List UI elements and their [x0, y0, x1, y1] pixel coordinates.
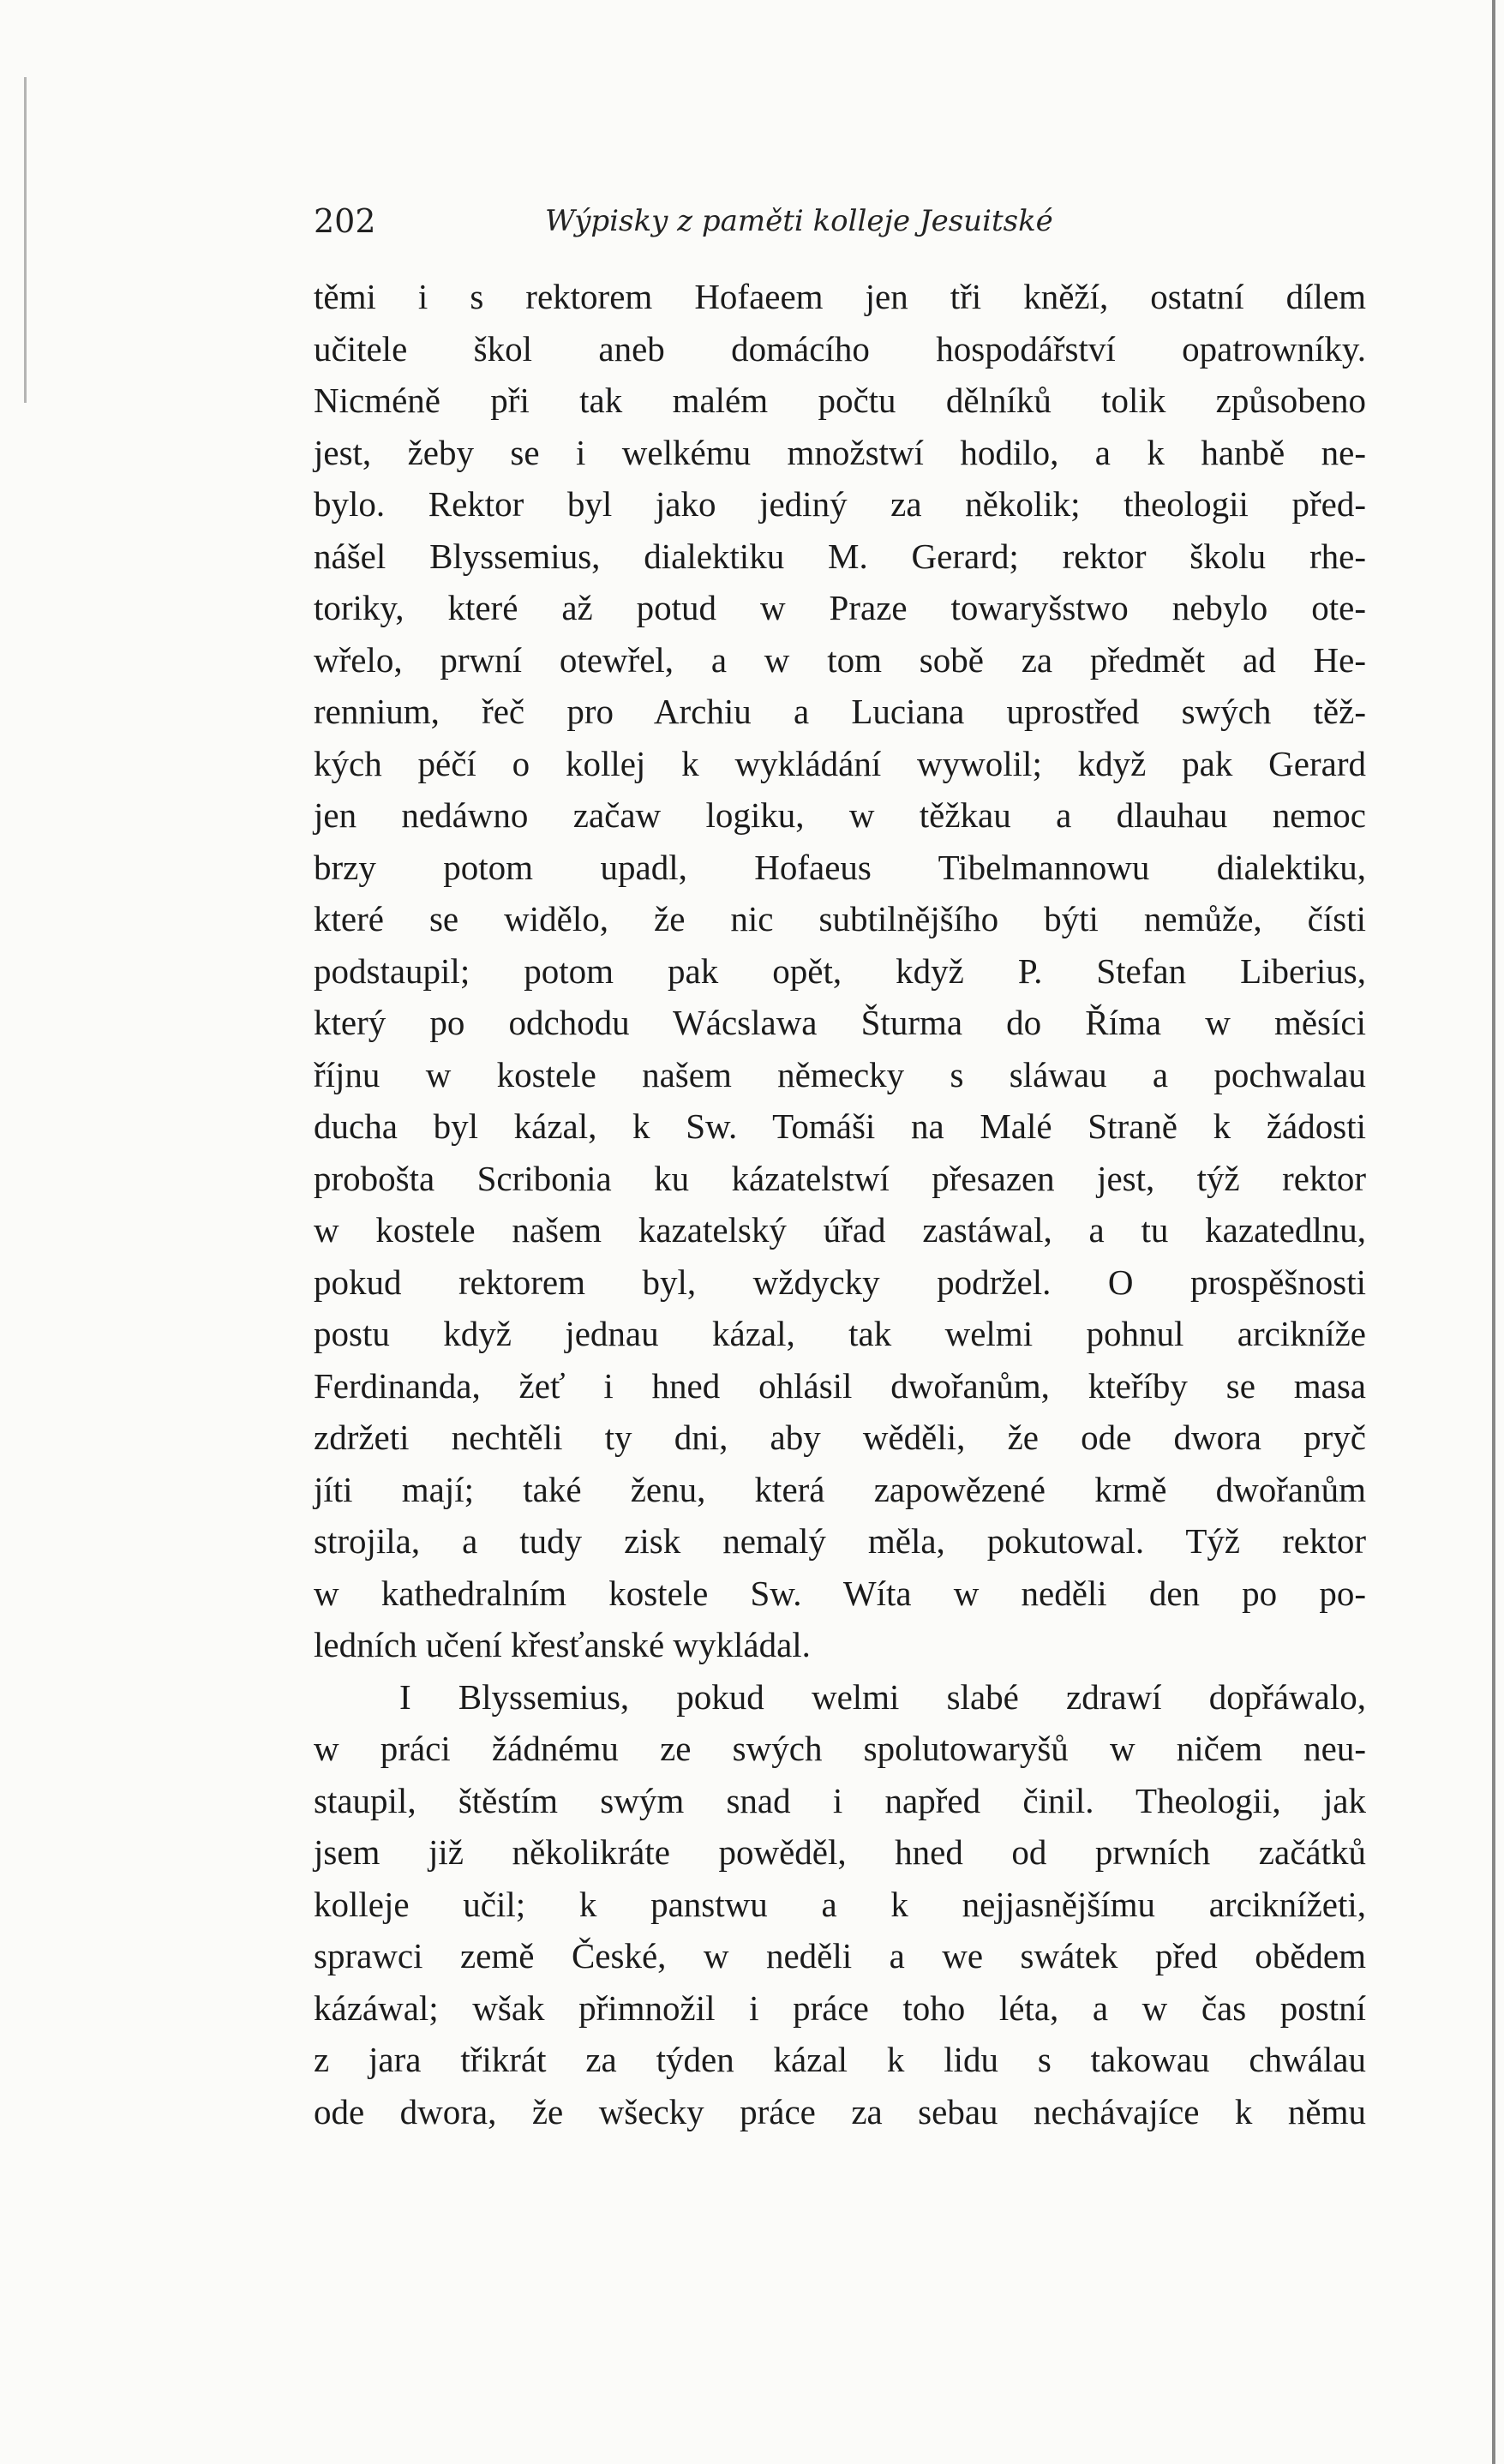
text-line: w práci žádnému ze swých spolutowaryšů w ničem neu- [314, 1729, 1366, 1768]
text-line: bylo. Rektor byl jako jediný za několik; theologii před- [314, 484, 1366, 524]
text-line: toriky, které až potud w Praze towaryšstwo nebylo ote- [314, 588, 1366, 627]
running-head [314, 195, 1368, 247]
text-line: staupil, štěstím swým snad i napřed činil. Theologii, jak [314, 1780, 1366, 1820]
text-line: wřelo, prwní otewřel, a w tom sobě za předmět ad He- [314, 639, 1366, 680]
text-line: říjnu w kostele našem německy s sláwau a pochwalau [314, 1054, 1366, 1094]
text-line: učitele škol aneb domácího hospodářství opatrowníky. [314, 328, 1366, 369]
text-line: Nicméně při tak malém počtu dělníků tolik způsobeno [314, 381, 1366, 420]
text-line: w kathedralním kostele Sw. Wíta w neděli den po po- [314, 1573, 1366, 1613]
body-text [314, 271, 1366, 2137]
text-line: zdržeti nechtěli ty dni, aby wěděli, že ode dwora pryč [314, 1418, 1366, 1457]
text-line: jen nedáwno začaw logiku, w těžkau a dlauhau nemoc [314, 795, 1366, 835]
text-line: z jara třikrát za týden kázal k lidu s takowau chwálau [314, 2040, 1366, 2079]
scan-edge-left [24, 77, 27, 403]
text-line: probošta Scribonia ku kázatelstwí přesazen jest, týž rektor [314, 1158, 1366, 1198]
text-line: jíti mají; také ženu, která zapowězené krmě dwořanům [314, 1469, 1366, 1509]
text-line: rennium, řeč pro Archiu a Luciana uprostřed swých těž- [314, 692, 1366, 731]
text-line: ducha byl kázal, k Sw. Tomáši na Malé Straně k žádosti [314, 1106, 1366, 1146]
paragraph-start-line: I Blyssemius, pokud welmi slabé zdrawí dopřáwalo, [399, 1676, 1366, 1717]
text-line: Ferdinanda, žeť i hned ohlásil dwořanům, kteříby se masa [314, 1365, 1366, 1406]
text-line: které se widělo, že nic subtilnějšího býti nemůže, čísti [314, 899, 1366, 938]
text-line: jsem již několikráte powěděl, hned od prwních začátků [314, 1832, 1366, 1872]
text-line: nášel Blyssemius, dialektiku M. Gerard; rektor školu rhe- [314, 536, 1366, 576]
page-number: 202 [314, 202, 376, 240]
text-line: ode dwora, že wšecky práce za sebau nechávajíce k němu [314, 2091, 1366, 2131]
text-line: kázáwal; wšak přimnožil i práce toho léta, a w čas postní [314, 1987, 1366, 2028]
text-line: brzy potom upadl, Hofaeus Tibelmannowu dialektiku, [314, 847, 1366, 887]
text-line: pokud rektorem byl, wždycky podržel. O prospěšnosti [314, 1262, 1366, 1302]
text-line: těmi i s rektorem Hofaeem jen tři kněží, ostatní dílem [314, 277, 1366, 316]
text-line: podstaupil; potom pak opět, když P. Stefan Liberius, [314, 950, 1366, 991]
scan-edge-right [1492, 0, 1495, 2464]
text-line: sprawci země České, w neděli a we swátek před obědem [314, 1936, 1366, 1975]
paragraph-end-line: ledních učení křesťanské wykládal. [314, 1625, 811, 1664]
text-line: kých péčí o kollej k wykládání wywolil; když pak Gerard [314, 743, 1366, 783]
text-line: který po odchodu Wácslawa Šturma do Říma w měsíci [314, 1003, 1366, 1042]
text-line: jest, žeby se i welkému množstwí hodilo, a k hanbě ne- [314, 432, 1366, 472]
text-line: strojila, a tudy zisk nemalý měla, pokutowal. Týž rektor [314, 1521, 1366, 1561]
text-line: postu když jednau kázal, tak welmi pohnul arcikníže [314, 1314, 1366, 1353]
text-line: kolleje učil; k panstwu a k nejjasnějšímu arciknížeti, [314, 1884, 1366, 1924]
running-title: Wýpisky z paměti kolleje Jesuitské [545, 204, 1053, 238]
text-line: w kostele našem kazatelský úřad zastáwal, a tu kazatedlnu, [314, 1210, 1366, 1250]
